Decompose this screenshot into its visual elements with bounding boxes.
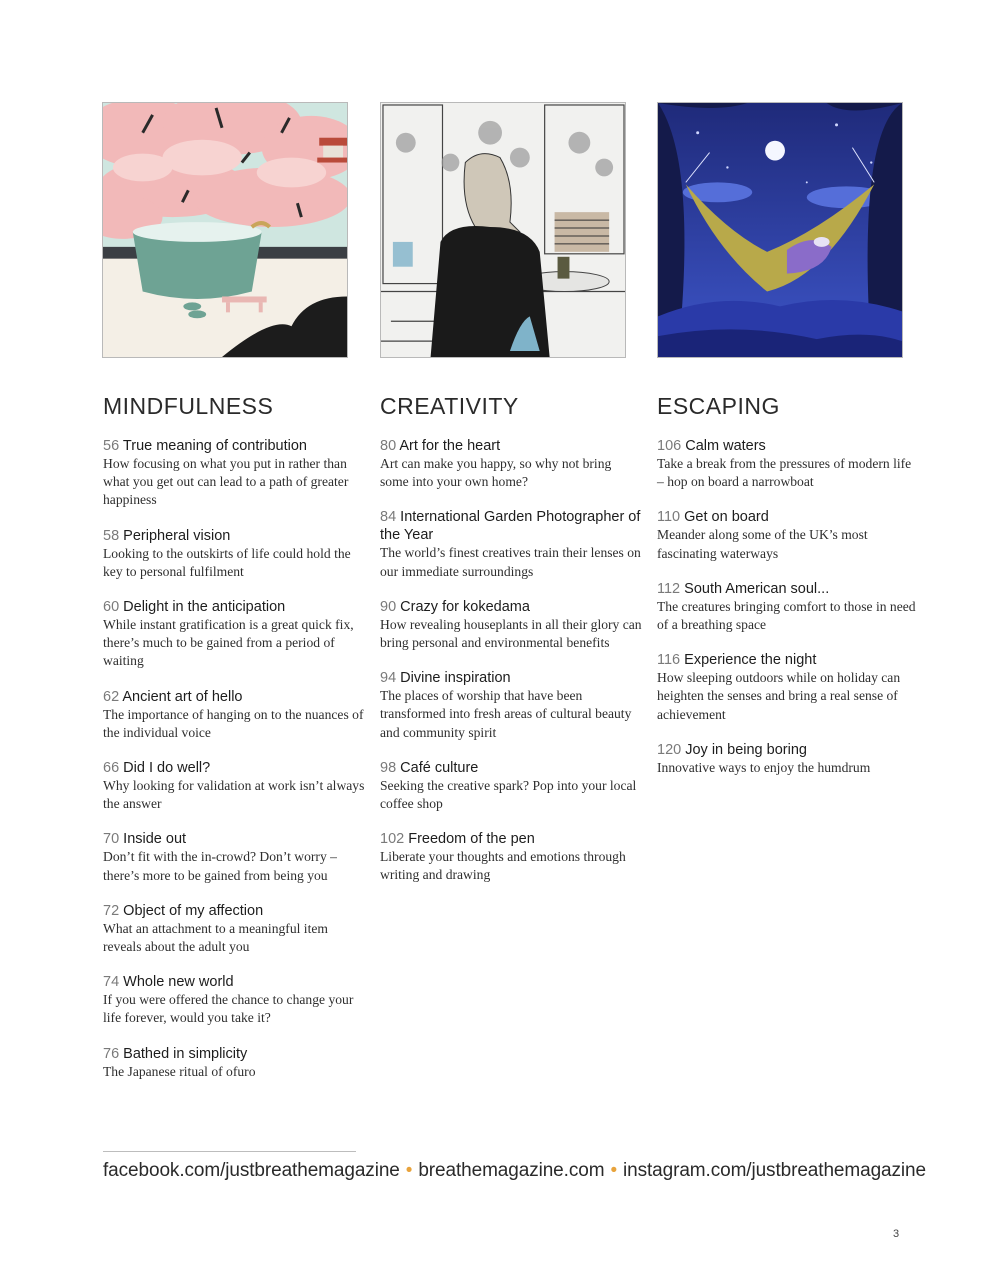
toc-entry[interactable] xyxy=(380,508,642,580)
toc-entry[interactable] xyxy=(657,580,919,634)
entry-title: True meaning of contribution xyxy=(122,438,307,454)
entry-page-number: 110 xyxy=(657,509,681,526)
entry-heading xyxy=(380,830,642,848)
toc-entry[interactable] xyxy=(103,1045,365,1081)
section-title: MINDFULNESS xyxy=(103,393,274,419)
entry-page-number: 56 xyxy=(103,438,120,454)
toc-entry[interactable] xyxy=(103,688,365,742)
entry-heading xyxy=(103,973,365,991)
entry-heading xyxy=(103,598,365,616)
entry-description: Looking to the outskirts of life could hold the key to personal fulfilment xyxy=(103,545,351,579)
section-title: CREATIVITY xyxy=(380,393,519,419)
entry-title: Did I do well? xyxy=(123,760,211,777)
entry-title: Experience the night xyxy=(684,652,817,669)
instagram-link[interactable]: instagram.com/justbreathemagazine xyxy=(623,1160,926,1181)
entry-page-number: 74 xyxy=(103,974,120,991)
entry-page-number: 76 xyxy=(103,1045,120,1062)
entry-title: International Garden Photographer of the Year xyxy=(380,509,641,544)
entry-heading xyxy=(380,669,642,687)
toc-entry[interactable] xyxy=(103,437,365,510)
entry-description: Seeking the creative spark? Pop into your local coffee shop xyxy=(380,777,637,812)
toc-entry[interactable] xyxy=(380,759,642,813)
entry-heading xyxy=(103,688,365,706)
entry-description: If you were offered the chance to change your life forever, would you take it? xyxy=(103,992,354,1026)
entry-heading xyxy=(103,1045,365,1063)
toc-entry[interactable] xyxy=(380,437,642,491)
mindfulness-illustration xyxy=(102,102,348,358)
entry-heading xyxy=(380,437,642,455)
entry-heading xyxy=(657,508,919,526)
toc-entry[interactable] xyxy=(103,527,365,581)
entry-description: The creatures bringing comfort to those in need of a breathing space xyxy=(657,598,916,633)
entry-description: Meander along some of the UK’s most fascinating waterways xyxy=(657,527,868,561)
toc-entry[interactable] xyxy=(103,902,365,956)
entry-description: Art can make you happy, so why not bring some into your own home? xyxy=(380,456,612,490)
entry-description: Don’t fit with the in-crowd? Don’t worry – there’s more to be gained from being you xyxy=(103,849,337,883)
footer-links xyxy=(103,1160,926,1182)
toc-entry[interactable] xyxy=(380,669,642,742)
entry-description: How sleeping outdoors while on holiday can heighten the senses and bring a real sense of achievement xyxy=(657,670,901,722)
entry-heading xyxy=(103,437,365,455)
entry-title: Bathed in simplicity xyxy=(123,1045,248,1062)
entry-page-number: 112 xyxy=(657,580,681,597)
toc-entry[interactable] xyxy=(657,437,919,491)
entry-title: Ancient art of hello xyxy=(122,688,243,705)
website-link[interactable]: breathemagazine.com xyxy=(418,1160,605,1181)
entry-page-number: 72 xyxy=(103,902,120,919)
entry-page-number: 102 xyxy=(380,831,405,848)
entry-heading xyxy=(380,759,642,777)
entry-heading xyxy=(103,902,365,920)
entry-description: The world’s finest creatives train their lenses on our immediate surroundings xyxy=(380,545,641,579)
entry-heading xyxy=(657,651,919,669)
entry-description: Liberate your thoughts and emotions through writing and drawing xyxy=(380,849,626,883)
entry-heading xyxy=(103,527,365,545)
toc-entry[interactable] xyxy=(103,830,365,884)
toc-entry[interactable] xyxy=(103,973,365,1027)
entry-list xyxy=(657,437,919,777)
entry-title: Peripheral vision xyxy=(123,527,231,544)
separator-dot: • xyxy=(610,1160,617,1181)
section-escaping xyxy=(657,392,919,794)
toc-entry[interactable] xyxy=(657,651,919,724)
entry-heading xyxy=(103,759,365,777)
entry-page-number: 80 xyxy=(380,438,397,454)
toc-entry[interactable] xyxy=(103,759,365,813)
entry-heading xyxy=(657,741,919,759)
separator-dot: • xyxy=(405,1160,413,1181)
entry-page-number: 120 xyxy=(657,741,682,758)
entry-page-number: 106 xyxy=(657,438,682,454)
entry-description: What an attachment to a meaningful item reveals about the adult you xyxy=(103,920,328,955)
entry-heading xyxy=(657,437,919,455)
page-number: 3 xyxy=(893,1228,900,1240)
entry-title: Joy in being boring xyxy=(685,741,807,758)
entry-title: Divine inspiration xyxy=(400,670,511,687)
entry-list xyxy=(103,437,365,1081)
entry-heading xyxy=(657,580,919,598)
entry-title: Art for the heart xyxy=(399,438,501,454)
entry-title: Whole new world xyxy=(123,974,234,991)
entry-page-number: 94 xyxy=(380,670,397,687)
section-title: ESCAPING xyxy=(657,393,780,419)
entry-description: Innovative ways to enjoy the humdrum xyxy=(657,759,871,775)
entry-title: Delight in the anticipation xyxy=(123,599,286,616)
entry-description: Why looking for validation at work isn’t always the answer xyxy=(103,778,365,812)
entry-title: Freedom of the pen xyxy=(408,831,535,848)
entry-heading xyxy=(103,830,365,848)
entry-title: Inside out xyxy=(123,831,187,848)
entry-page-number: 62 xyxy=(103,688,120,705)
entry-page-number: 116 xyxy=(657,652,681,669)
entry-title: Object of my affection xyxy=(123,902,264,919)
entry-title: Calm waters xyxy=(685,438,766,454)
entry-description: The Japanese ritual of ofuro xyxy=(103,1063,256,1079)
section-creativity xyxy=(380,392,642,902)
escaping-illustration xyxy=(657,102,903,358)
entry-list xyxy=(380,437,642,885)
entry-description: How focusing on what you put in rather than what you get out can lead to a path of greater happiness xyxy=(103,456,349,508)
toc-entry[interactable] xyxy=(380,598,642,652)
creativity-illustration xyxy=(380,102,626,358)
entry-title: South American soul... xyxy=(684,580,830,597)
entry-description: Take a break from the pressures of modern life – hop on board a narrowboat xyxy=(657,456,912,490)
entry-page-number: 70 xyxy=(103,831,120,848)
entry-title: Café culture xyxy=(400,759,479,776)
entry-page-number: 58 xyxy=(103,527,120,544)
entry-page-number: 90 xyxy=(380,598,397,615)
toc-entry[interactable] xyxy=(380,830,642,884)
entry-title: Get on board xyxy=(684,509,769,526)
entry-description: While instant gratification is a great quick fix, there’s much to be gained from a period of waiting xyxy=(103,617,354,669)
entry-heading xyxy=(380,508,642,544)
facebook-link[interactable]: facebook.com/justbreathemagazine xyxy=(103,1160,400,1181)
toc-entry[interactable] xyxy=(657,741,919,777)
entry-page-number: 84 xyxy=(380,509,397,526)
entry-title: Crazy for kokedama xyxy=(400,598,530,615)
entry-heading xyxy=(380,598,642,616)
entry-page-number: 66 xyxy=(103,760,120,777)
entry-page-number: 60 xyxy=(103,599,120,616)
entry-description: How revealing houseplants in all their glory can bring personal and environmental benefits xyxy=(380,616,642,651)
toc-entry[interactable] xyxy=(103,598,365,671)
section-mindfulness xyxy=(103,392,365,1098)
toc-entry[interactable] xyxy=(657,508,919,562)
entry-page-number: 98 xyxy=(380,759,397,776)
entry-description: The importance of hanging on to the nuances of the individual voice xyxy=(103,706,364,740)
footer-divider xyxy=(103,1151,356,1152)
entry-description: The places of worship that have been transformed into fresh areas of cultural beauty and community spirit xyxy=(380,688,632,740)
